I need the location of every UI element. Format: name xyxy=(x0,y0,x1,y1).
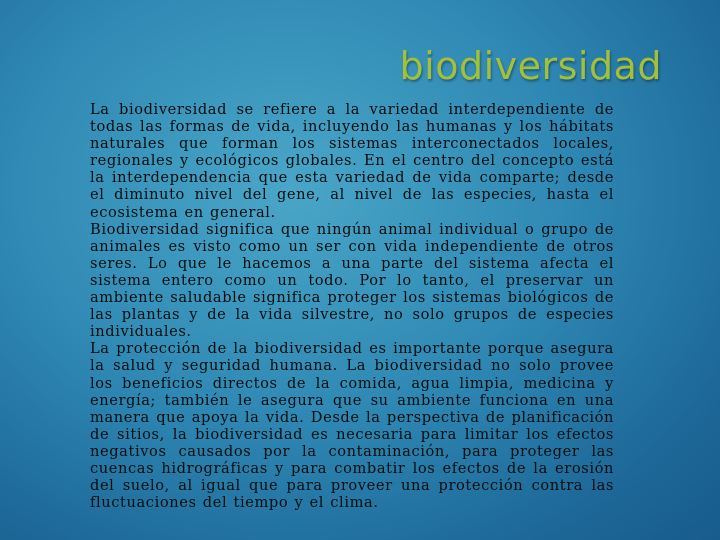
paragraph-protection: La protección de la biodiversidad es importante porque asegura la salud y seguridad humana. La biodiversidad no solo provee los beneficios directos de la comida, agua limpia, medicina y energía; también le asegura que su ambiente funciona en una manera que apoya la vida. Desde la perspectiva de planificación de sitios, la biodiversidad es necesaria para limitar los efectos negativos causados por la contaminación, para proteger las cuencas hidrográficas y para combatir los efectos de la erosión del suelo, al igual que para proveer una protección contra las fluctuaciones del tiempo y el clima. xyxy=(90,340,614,512)
paragraph-definition: La biodiversidad se refiere a la variedad interdependiente de todas las formas de vida, incluyendo las humanas y los hábitats naturales que forman los sistemas interconectados locales, regionales y ecológicos globales. En el centro del concepto está la interdependencia que esta variedad de vida comparte; desde el diminuto nivel del gene, al nivel de las especies, hasta el ecosistema en general. xyxy=(90,101,614,221)
slide-body xyxy=(90,101,614,511)
paragraph-meaning: Biodiversidad significa que ningún animal individual o grupo de animales es visto como un ser con vida independiente de otros seres. Lo que le hacemos a una parte del sistema afecta el sistema entero como un todo. Por lo tanto, el preservar un ambiente saludable significa proteger los sistemas biológicos de las plantas y de la vida silvestre, no solo grupos de especies individuales. xyxy=(90,220,614,341)
slide-title: biodiversidad xyxy=(399,44,662,88)
